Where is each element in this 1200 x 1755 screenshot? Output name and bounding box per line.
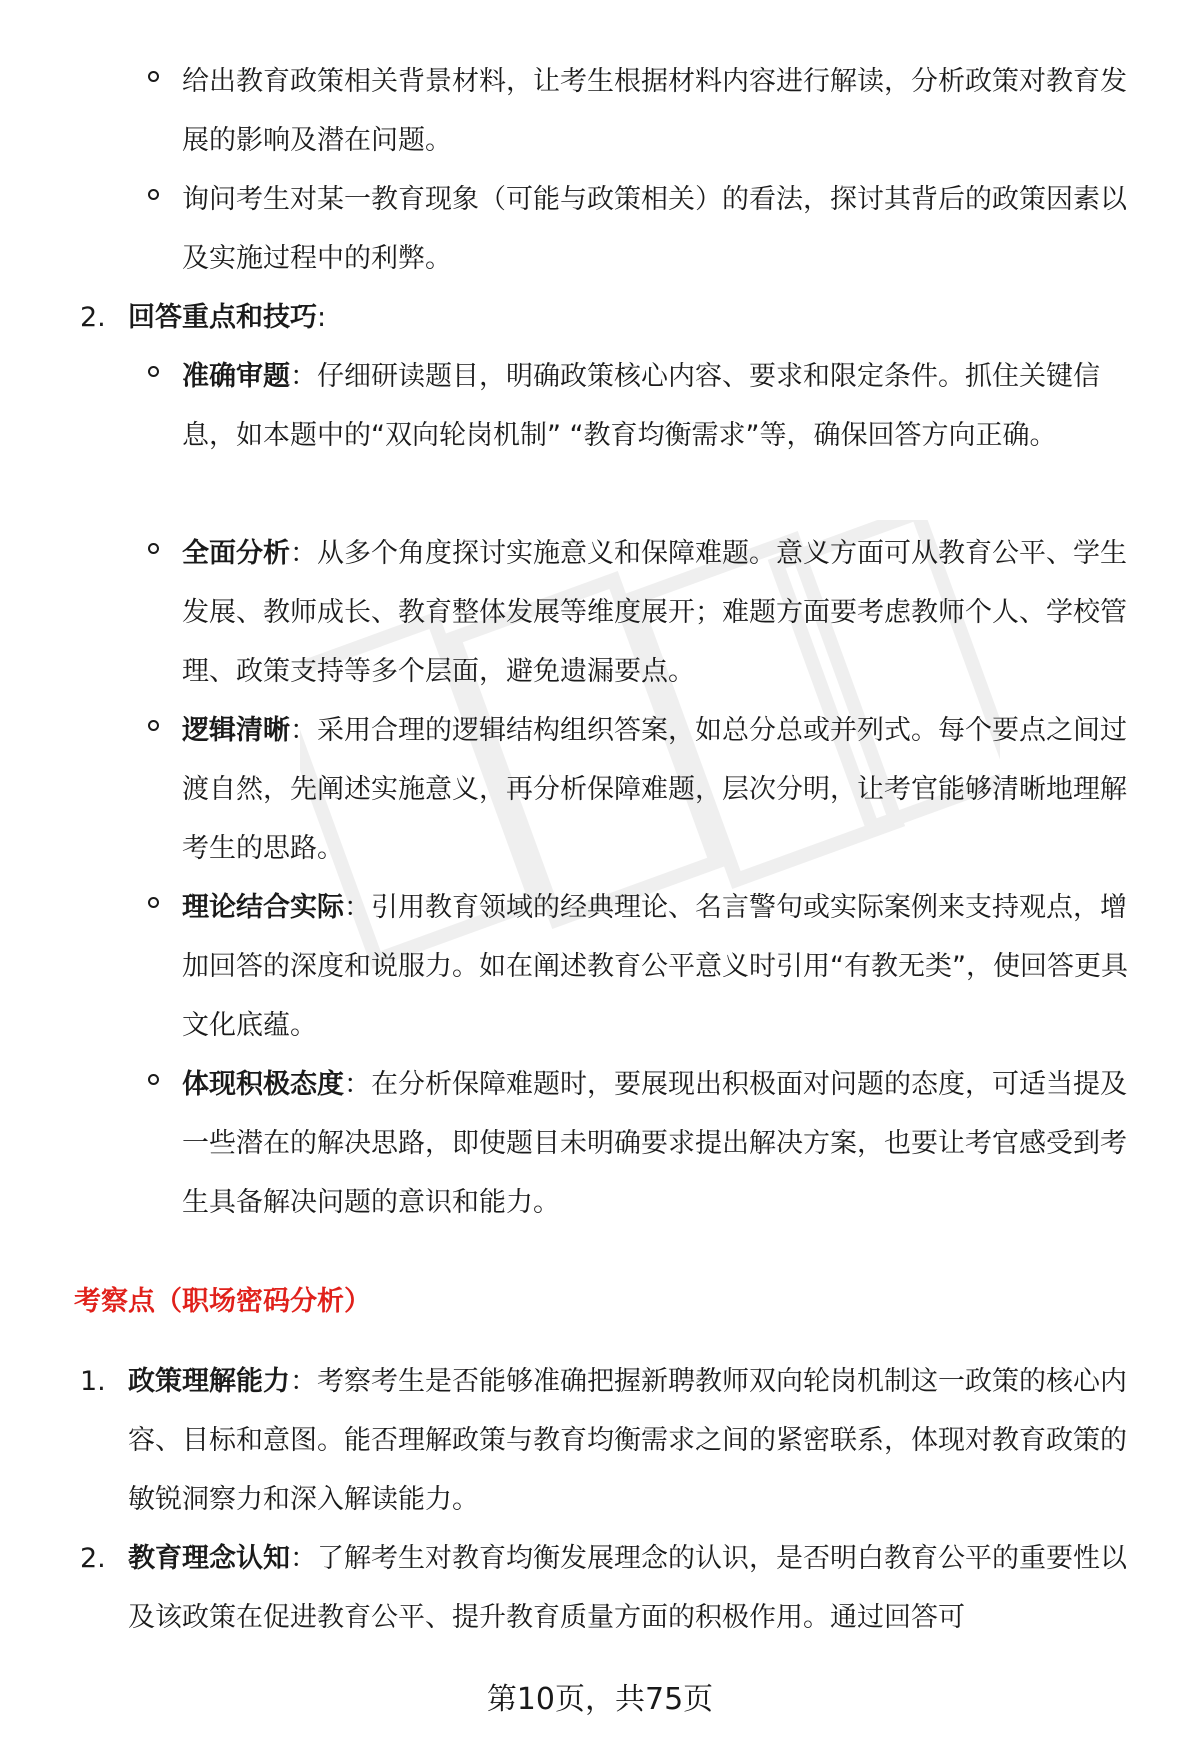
item-body: 在分析保障难题时，要展现出积极面对问题的态度，可适当提及一些潜在的解决思路，即使题目未明确要求提出解决方案，也要让考官感受到考生具备解决问题的意识和能力。 [182,1069,1127,1218]
circle-bullet-icon [148,720,159,731]
page-number: 第10页，共75页 [486,1682,714,1717]
list-number: 1. [80,1366,106,1397]
circle-bullet-icon [148,897,159,908]
list-item-text [182,878,1148,1055]
circle-bullet-icon [148,543,159,554]
circle-bullet-icon [148,1074,159,1085]
section-title [128,288,1148,347]
list-item-text [128,1352,1148,1529]
item-label: 理论结合实际 [182,892,344,923]
section-title-suffix: : [317,302,327,333]
item-label: 体现积极态度 [182,1069,344,1100]
item-sep: ： [290,1366,317,1397]
item-sep: ： [290,715,317,746]
item-body: 采用合理的逻辑结构组织答案，如总分总或并列式。每个要点之间过渡自然，先阐述实施意义，再分析保障难题，层次分明，让考官能够清晰地理解考生的思路。 [182,715,1127,864]
item-sep: ： [344,1069,371,1100]
list-item [148,1055,1148,1232]
list-number: 2. [80,1543,106,1574]
item-label: 准确审题 [182,361,290,392]
item-sep: ： [290,361,317,392]
circle-bullet-icon [148,189,159,200]
list-item [148,52,1148,170]
item-body: 从多个角度探讨实施意义和保障难题。意义方面可从教育公平、学生发展、教师成长、教育整体发展等维度展开；难题方面要考虑教师个人、学校管理、政策支持等多个层面，避免遗漏要点。 [182,538,1127,687]
item-label: 逻辑清晰 [182,715,290,746]
list-item [148,170,1148,288]
item-label: 教育理念认知 [128,1543,290,1574]
list-item-text [128,1529,1148,1647]
list-number: 2. [80,302,106,333]
list-item-text: 询问考生对某一教育现象（可能与政策相关）的看法，探讨其背后的政策因素以及实施过程中的利弊。 [182,184,1127,274]
section-heading: 考察点（职场密码分析） [74,1286,371,1317]
item-sep: ： [344,892,371,923]
item-label: 全面分析 [182,538,290,569]
item-body: 考察考生是否能够准确把握新聘教师双向轮岗机制这一政策的核心内容、目标和意图。能否理解政策与教育均衡需求之间的紧密联系，体现对教育政策的敏锐洞察力和深入解读能力。 [128,1366,1127,1515]
numbered-item [80,1529,1148,1647]
item-body: 了解考生对教育均衡发展理念的认识，是否明白教育公平的重要性以及该政策在促进教育公平、提升教育质量方面的积极作用。通过回答可 [128,1543,1127,1633]
list-item-text [182,1055,1148,1232]
list-item [148,701,1148,878]
item-body: 引用教育领域的经典理论、名言警句或实际案例来支持观点，增加回答的深度和说服力。如在阐述教育公平意义时引用“有教无类”，使回答更具文化底蕴。 [182,892,1128,1041]
list-item [148,347,1148,465]
list-item-text [182,524,1148,701]
item-sep: ： [290,538,317,569]
list-item-text [182,701,1148,878]
numbered-item [80,1352,1148,1529]
section-title-label: 回答重点和技巧 [128,302,317,333]
list-item [148,524,1148,701]
item-sep: ： [290,1543,317,1574]
numbered-item [80,288,1148,347]
circle-bullet-icon [148,71,159,82]
item-label: 政策理解能力 [128,1366,290,1397]
list-item-text: 给出教育政策相关背景材料，让考生根据材料内容进行解读，分析政策对教育发展的影响及潜在问题。 [182,66,1127,156]
circle-bullet-icon [148,366,159,377]
list-item [148,878,1148,1055]
list-item-text [182,347,1148,465]
item-body: 仔细研读题目，明确政策核心内容、要求和限定条件。抓住关键信息，如本题中的“双向轮岗机制” “教育均衡需求”等，确保回答方向正确。 [182,361,1100,451]
